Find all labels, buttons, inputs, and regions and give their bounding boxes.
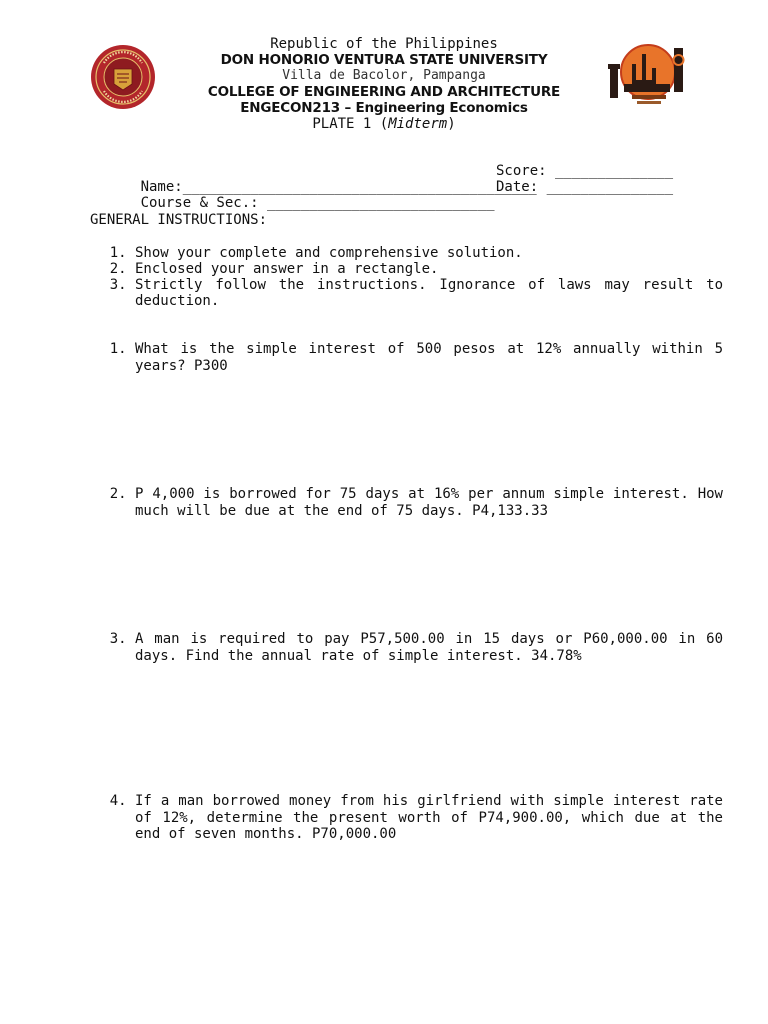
- instruction-item: [90, 261, 723, 277]
- name-field[interactable]: Name:__________________________________________: [140, 179, 537, 195]
- question-item: [90, 631, 723, 664]
- plate-term: Midterm: [388, 116, 448, 132]
- university-name: DON HONORIO VENTURA STATE UNIVERSITY: [220, 52, 548, 68]
- plate-title: [0, 116, 768, 132]
- question-text: If a man borrowed money from his girlfriend with simple interest rate of 12%, determine the present worth of P74,900.00, which due at the end of seven months. P70,000.00: [135, 793, 723, 842]
- instruction-text: Enclosed your answer in a rectangle.: [135, 261, 439, 277]
- question-text: P 4,000 is borrowed for 75 days at 16% per annum simple interest. How much will be due at the end of 75 days. P4,133.33: [135, 486, 723, 519]
- question-number: 2.: [109, 486, 135, 502]
- question-item: [90, 793, 723, 843]
- question-number: 4.: [109, 793, 135, 809]
- university-address: Villa de Bacolor, Pampanga: [282, 68, 486, 83]
- instruction-text: Show your complete and comprehensive solution.: [135, 245, 523, 261]
- student-fields: [90, 163, 730, 211]
- instruction-number: 1.: [109, 245, 135, 261]
- course-title: ENGECON213 – Engineering Economics: [240, 100, 528, 116]
- instruction-item: [90, 245, 723, 261]
- instruction-item: [90, 277, 723, 309]
- question-text: What is the simple interest of 500 pesos at 12% annually within 5 years? P300: [135, 341, 723, 374]
- republic-line: Republic of the Philippines: [270, 36, 498, 52]
- course-section-field[interactable]: Course & Sec.: ___________________________: [140, 195, 495, 211]
- plate-prefix: PLATE 1 (: [312, 116, 389, 132]
- instructions-list: [90, 245, 723, 309]
- plate-suffix: ): [447, 116, 456, 132]
- score-field[interactable]: Score: ______________: [496, 163, 674, 179]
- instruction-number: 3.: [109, 277, 135, 293]
- instruction-number: 2.: [109, 261, 135, 277]
- question-item: [90, 486, 723, 519]
- college-name: COLLEGE OF ENGINEERING AND ARCHITECTURE: [207, 84, 561, 100]
- question-1: [90, 341, 723, 374]
- question-number: 1.: [109, 341, 135, 357]
- document-header: [0, 36, 768, 132]
- question-item: [90, 341, 723, 374]
- instruction-text: Strictly follow the instructions. Ignorance of laws may result to deduction.: [135, 277, 723, 309]
- question-text: A man is required to pay P57,500.00 in 15 days or P60,000.00 in 60 days. Find the annual rate of simple interest. 34.78%: [135, 631, 723, 664]
- instructions-title: GENERAL INSTRUCTIONS:: [90, 212, 268, 228]
- date-field[interactable]: Date: _______________: [496, 179, 674, 195]
- question-4: [90, 793, 723, 843]
- question-3: [90, 631, 723, 664]
- fields-row-2: [90, 179, 730, 211]
- question-2: [90, 486, 723, 519]
- question-number: 3.: [109, 631, 135, 647]
